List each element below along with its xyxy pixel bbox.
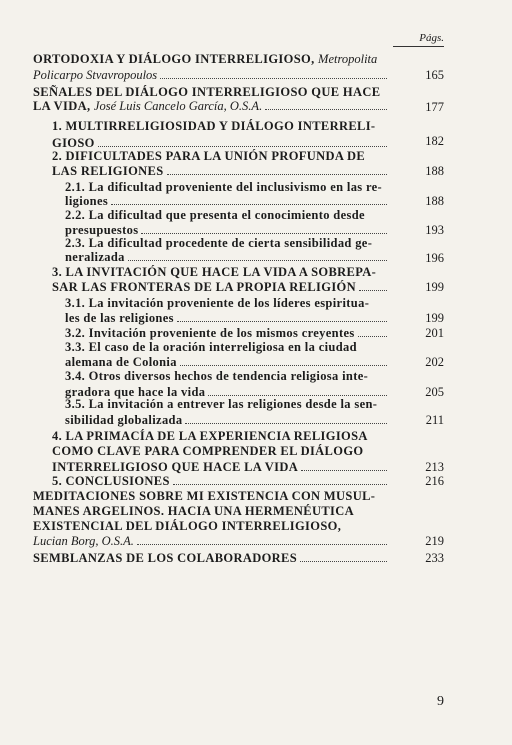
toc-entry-line: [52, 150, 365, 163]
toc-entry-line: [65, 251, 390, 264]
toc-title-text: 2.1. La dificultad proveniente del inclusivismo en las re-: [65, 180, 383, 194]
toc-title-text: LA VIDA,: [33, 99, 94, 113]
toc-entry-text: [65, 296, 369, 310]
toc-title-text: SEÑALES DEL DIÁLOGO INTERRELIGIOSO QUE HACE: [33, 85, 381, 99]
dot-leader: [128, 260, 387, 261]
toc-entry-line: [52, 281, 390, 294]
toc-page-number: 199: [425, 280, 444, 294]
toc-entry-text: [52, 461, 298, 474]
dot-leader: [208, 395, 387, 396]
toc-entry-line: [52, 266, 376, 279]
toc-page-number: 188: [425, 164, 444, 178]
toc-entry-line: [33, 490, 375, 503]
toc-entry-text: [33, 489, 375, 503]
toc-entry-line: [65, 312, 390, 325]
toc-entry-text: [52, 281, 356, 294]
toc-entry-text: [65, 195, 108, 208]
toc-entry-text: [65, 327, 355, 340]
toc-entry-text: [65, 312, 174, 325]
toc-entry-line: [65, 356, 390, 369]
toc-entry-text: [52, 165, 164, 178]
toc-title-text: 3.2. Invitación proveniente de los mismos creyentes: [65, 326, 355, 340]
toc-entry-line: [52, 430, 368, 443]
toc-page-number: 201: [425, 326, 444, 340]
toc-entry-text: [33, 535, 134, 548]
toc-entry-text: [52, 444, 363, 458]
toc-title-text: 3.1. La invitación proveniente de los líderes espiritua-: [65, 296, 370, 310]
toc-entry-text: [33, 85, 380, 99]
toc-title-text: 2.3. La dificultad procedente de cierta sensibilidad ge-: [65, 236, 373, 250]
toc-entry-text: [52, 119, 375, 133]
dot-leader: [185, 423, 387, 424]
toc-entry-line: [65, 237, 372, 250]
toc-author-name: Policarpo Stvavropoulos: [33, 68, 158, 82]
toc-entry-text: [33, 519, 341, 533]
toc-page-number: 219: [425, 534, 444, 548]
toc-title-text: LAS RELIGIONES: [52, 164, 164, 178]
toc-title-text: GIOSO: [52, 136, 95, 150]
toc-title-text: MANES ARGELINOS. HACIA UNA HERMENÉUTICA: [33, 504, 354, 518]
toc-entry-line: [33, 535, 390, 548]
toc-page-number: 213: [425, 460, 444, 474]
toc-title-text: INTERRELIGIOSO QUE HACE LA VIDA: [52, 460, 299, 474]
toc-author-name: José Luis Cancelo García, O.S.A.: [93, 99, 263, 113]
toc-entry-line: [33, 100, 390, 113]
toc-page-number: 188: [425, 194, 444, 208]
toc-entry-text: [65, 236, 372, 250]
dot-leader: [265, 109, 387, 110]
toc-entry-line: [33, 86, 380, 99]
toc-author-name: Lucian Borg, O.S.A.: [33, 534, 134, 548]
toc-title-text: 5. CONCLUSIONES: [52, 474, 170, 488]
dot-leader: [358, 336, 387, 337]
dot-leader: [137, 544, 387, 545]
toc-entry-line: [33, 53, 377, 66]
toc-entry-text: [52, 475, 170, 488]
toc-entry-text: [65, 414, 182, 427]
toc-entry-text: [33, 69, 157, 82]
toc-page-number: 196: [425, 251, 444, 265]
toc-title-text: 3.4. Otros diversos hechos de tendencia religiosa inte-: [65, 369, 369, 383]
toc-entry-line: [65, 341, 357, 354]
pags-column-header: Págs.: [419, 32, 444, 44]
toc-entry-line: [65, 398, 377, 411]
toc-entry-line: [33, 520, 341, 533]
toc-entry-line: [65, 195, 390, 208]
dot-leader: [111, 204, 387, 205]
toc-entry-text: [65, 369, 368, 383]
toc-entry-line: [52, 475, 390, 488]
toc-page-number: 202: [425, 355, 444, 369]
toc-page-number: 233: [425, 551, 444, 565]
toc-entry-line: [33, 552, 390, 565]
toc-title-text: neralizada: [65, 250, 125, 264]
dot-leader: [98, 146, 387, 147]
toc-page-number: 199: [425, 311, 444, 325]
toc-entry-text: [65, 251, 125, 264]
toc-title-text: 2. DIFICULTADES PARA LA UNIÓN PROFUNDA DE: [52, 149, 366, 163]
toc-title-text: 2.2. La dificultad que presenta el conocimiento desde: [65, 208, 365, 222]
toc-entry-text: [65, 340, 357, 354]
toc-page-number: 193: [425, 223, 444, 237]
toc-page-number: 205: [425, 385, 444, 399]
dot-leader: [173, 484, 387, 485]
page-number: 9: [437, 694, 444, 709]
dot-leader: [300, 561, 387, 562]
toc-entry-line: [65, 181, 382, 194]
toc-entry-text: [65, 397, 377, 411]
toc-title-text: EXISTENCIAL DEL DIÁLOGO INTERRELIGIOSO,: [33, 519, 342, 533]
dot-leader: [301, 470, 387, 471]
toc-title-text: ligiones: [65, 194, 109, 208]
dot-leader: [180, 365, 387, 366]
toc-title-text: 4. LA PRIMACÍA DE LA EXPERIENCIA RELIGIOSA: [52, 429, 368, 443]
toc-page-number: 216: [425, 474, 444, 488]
toc-title-text: presupuestos: [65, 223, 139, 237]
dot-leader: [160, 78, 387, 79]
toc-title-text: gradora que hace la vida: [65, 385, 206, 399]
dot-leader: [141, 233, 387, 234]
toc-title-text: les de las religiones: [65, 311, 174, 325]
toc-entry-line: [65, 414, 390, 427]
toc-entry-text: [33, 100, 262, 113]
toc-page-number: 177: [425, 100, 444, 114]
toc-title-text: sibilidad globalizada: [65, 413, 183, 427]
toc-entry-line: [33, 69, 390, 82]
toc-entry-line: [52, 165, 390, 178]
toc-title-text: COMO CLAVE PARA COMPRENDER EL DIÁLOGO: [52, 444, 364, 458]
toc-title-text: 1. MULTIRRELIGIOSIDAD Y DIÁLOGO INTERRELI-: [52, 119, 376, 133]
toc-title-text: 3.5. La invitación a entrever las religiones desde la sen-: [65, 397, 378, 411]
toc-entry-text: [65, 180, 382, 194]
toc-entry-text: [33, 504, 354, 518]
toc-title-text: MEDITACIONES SOBRE MI EXISTENCIA CON MUSUL-: [33, 489, 376, 503]
toc-title-text: ORTODOXIA Y DIÁLOGO INTERRELIGIOSO,: [33, 52, 319, 66]
toc-entry-line: [33, 505, 354, 518]
toc-entry-line: [65, 370, 368, 383]
toc-author-name: Metropolita: [318, 52, 378, 66]
dot-leader: [177, 321, 387, 322]
toc-entry-text: [65, 356, 177, 369]
toc-entry-text: [65, 208, 365, 222]
toc-entry-line: [65, 327, 390, 340]
toc-entry-line: [52, 461, 390, 474]
toc-entry-text: [52, 265, 376, 279]
toc-title-text: 3.3. El caso de la oración interreligiosa en la ciudad: [65, 340, 357, 354]
toc-entry-text: [33, 552, 297, 565]
toc-entry-text: [33, 52, 377, 66]
toc-page-number: 211: [425, 413, 444, 427]
toc-page-number: 182: [425, 134, 444, 148]
toc-title-text: alemana de Colonia: [65, 355, 177, 369]
dot-leader: [359, 290, 387, 291]
toc-entry-line: [52, 445, 363, 458]
toc-entry-line: [65, 297, 369, 310]
toc-entry-text: [52, 429, 368, 443]
toc-entry-line: [52, 120, 375, 133]
toc-title-text: SEMBLANZAS DE LOS COLABORADORES: [33, 551, 298, 565]
dot-leader: [167, 174, 387, 175]
toc-page-number: 165: [425, 68, 444, 82]
toc-entry-line: [65, 209, 365, 222]
toc-entry-text: [52, 149, 365, 163]
toc-title-text: SAR LAS FRONTERAS DE LA PROPIA RELIGIÓN: [52, 280, 356, 294]
toc-title-text: 3. LA INVITACIÓN QUE HACE LA VIDA A SOBREPA-: [52, 265, 377, 279]
